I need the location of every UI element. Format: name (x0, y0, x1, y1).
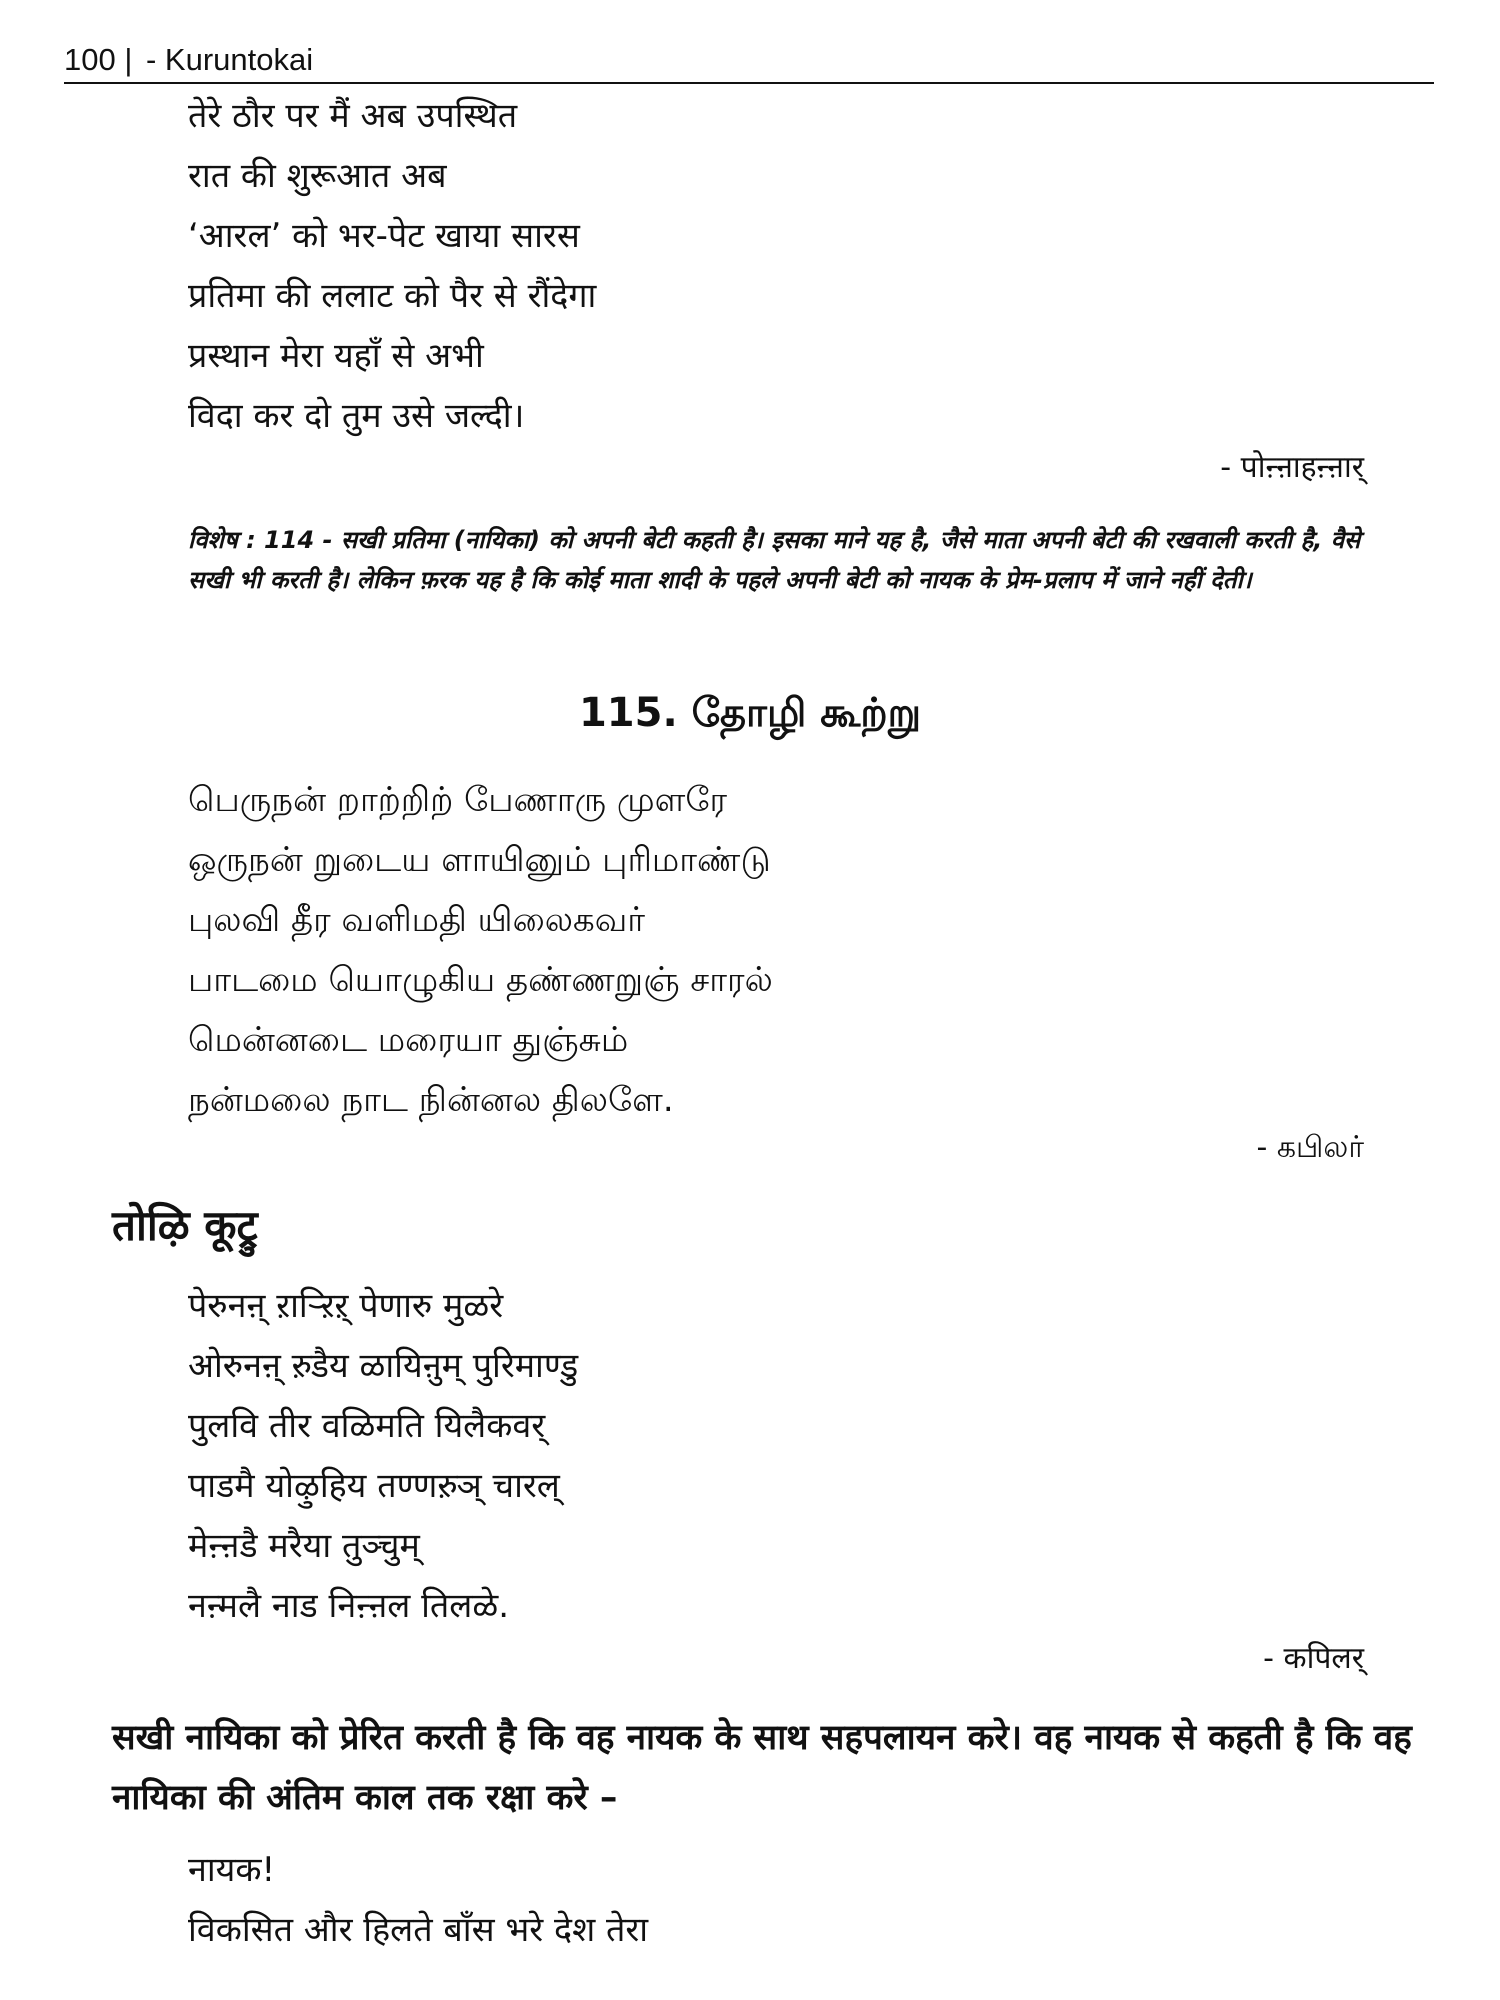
poet-attribution: - पोऩ्ऩाहऩ्ऩार् (1220, 450, 1364, 485)
page-number: 100 | (64, 42, 133, 77)
poet-attribution-translit: - कपिलर् (1263, 1641, 1364, 1676)
transliterated-verse (188, 1276, 578, 1636)
header-rule (64, 82, 1434, 84)
summary-paragraph: सखी नायिका को प्रेरित करती है कि वह नायक के साथ सहपलायन करे। वह नायक से कहती है कि वह नायिका की अंतिम काल तक रक्षा करे – (112, 1718, 1412, 1818)
running-title: - Kuruntokai (146, 42, 314, 77)
verse-line: विकसित और हिलते बाँस भरे देश तेरा (188, 1910, 649, 1950)
verse-line: பாடமை யொழுகிய தண்ணறுஞ் சாரல் (188, 960, 773, 1000)
page-header (64, 34, 1434, 82)
section-subheading: तोऴि कूट्रु (112, 1201, 258, 1250)
verse-line: विदा कर दो तुम उसे जल्दी। (188, 396, 525, 436)
verse-line: மென்னடை மரையா துஞ்சும் (188, 1020, 629, 1060)
verse-line: तेरे ठौर पर मैं अब उपस्थित (188, 96, 518, 136)
verse-line: पेरुनऩ् ऱाऱ्ऱिऱ् पेणारु मुळरे (188, 1286, 504, 1326)
verse-line: ओरुनऩ् ऱुडैय ळायिऩुम् पुरिमाण्डु (188, 1346, 579, 1386)
verse-line: பெருநன் றாற்றிற் பேணாரு முளரே (188, 780, 728, 820)
verse-line: प्रस्थान मेरा यहाँ से अभी (188, 336, 484, 376)
verse-line: मेऩ्ऩडै मरैया तुञ्चुम् (188, 1526, 420, 1566)
special-note: विशेष : 114 - सखी प्रतिमा (नायिका) को अपनी बेटी कहती है। इसका माने यह है, जैसे माता अपनी बेटी की रखवाली करती है, वैसे सखी भी करती है। लेकिन फ़रक यह है कि कोई माता शादी के पहले अपनी बेटी को नायक के प्रेम-प्रलाप में जाने नहीं देती। (188, 526, 1361, 594)
verse-line: प्रतिमा की ललाट को पैर से रौंदेगा (188, 276, 597, 316)
verse-line: पुलवि तीर वळिमति यिलैकवर् (188, 1406, 546, 1446)
verse-line: रात की शुरूआत अब (188, 156, 447, 196)
verse-line: पाडमै योऴुहिय तण्णऱुञ् चारल् (188, 1466, 560, 1506)
poem-heading: 115. தோழி கூற்று (578, 690, 922, 736)
hindi-verse-115 (188, 1840, 648, 1960)
poet-attribution-tamil: - கபிலர் (1256, 1130, 1364, 1165)
verse-line: नऩ्मलै नाड निऩ्ऩल तिलळे. (188, 1586, 510, 1626)
verse-line: நன்மலை நாட நின்னல திலளே. (188, 1080, 674, 1120)
tamil-verse (188, 770, 773, 1130)
verse-line: ஒருநன் றுடைய ளாயினும் புரிமாண்டு (188, 840, 771, 880)
hindi-verse-114 (188, 86, 596, 446)
verse-line: ‘आरल’ को भर-पेट खाया सारस (188, 216, 580, 256)
verse-line: नायक! (188, 1850, 276, 1890)
verse-line: புலவி தீர வளிமதி யிலைகவர் (188, 900, 646, 940)
